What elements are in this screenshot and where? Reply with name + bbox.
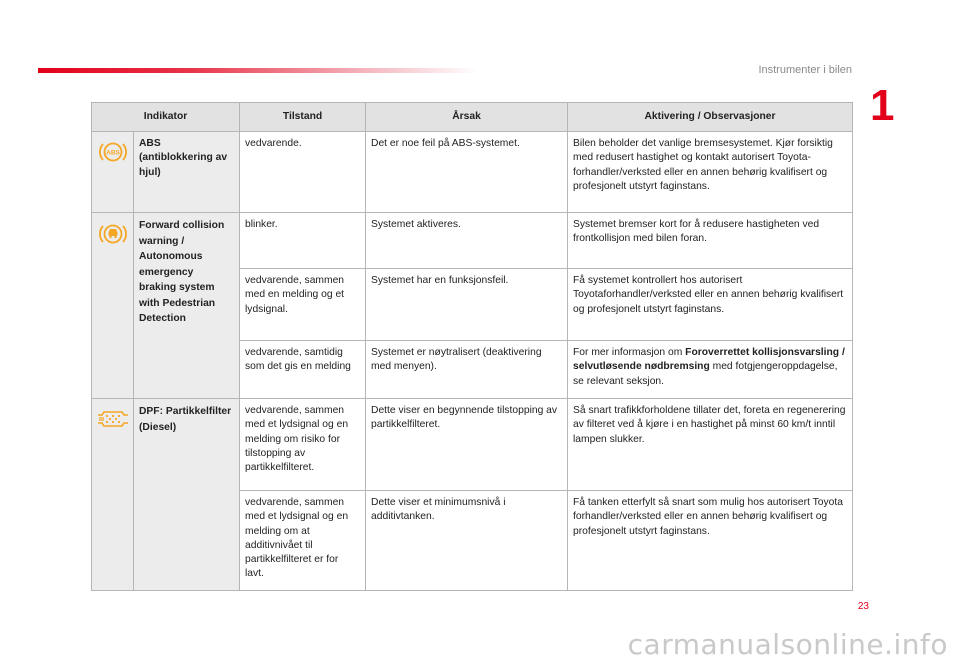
state-cell: vedvarende, sammen med et lydsignal og en melding om at additivnivået til partikkelfilteret er for lavt. bbox=[240, 491, 366, 591]
state-cell: blinker. bbox=[240, 213, 366, 269]
state-cell: vedvarende, sammen med en melding og et lydsignal. bbox=[240, 269, 366, 341]
page-number: 23 bbox=[857, 601, 869, 612]
reason-cell: Systemet er nøytralisert (deaktivering med menyen). bbox=[366, 341, 568, 399]
header-accent-bar bbox=[38, 68, 478, 73]
action-cell: Få systemet kontrollert hos autorisert Toyotaforhandler/verksted eller en annen behørig kvalifisert og profesjonelt utstyrt faginstans. bbox=[568, 269, 853, 341]
state-cell: vedvarende. bbox=[240, 132, 366, 213]
indicator-name: DPF: Partikkelfilter (Diesel) bbox=[139, 406, 232, 433]
indicator-name-cell bbox=[134, 132, 240, 213]
indicator-name-cell bbox=[134, 399, 240, 591]
action-cell: Systemet bremser kort for å redusere hastigheten ved frontkollisjon med bilen foran. bbox=[568, 213, 853, 269]
header-indikator: Indikator bbox=[92, 103, 240, 132]
table-row bbox=[92, 213, 853, 269]
abs-warning-icon bbox=[98, 140, 128, 169]
table-header-row bbox=[92, 103, 853, 132]
reason-cell: Dette viser en begynnende tilstopping av partikkelfilteret. bbox=[366, 399, 568, 491]
svg-text:ABS: ABS bbox=[105, 149, 120, 157]
header-aktivering: Aktivering / Observasjoner bbox=[568, 103, 853, 132]
reason-cell: Dette viser et minimumsnivå i additivtanken. bbox=[366, 491, 568, 591]
action-cell: Så snart trafikkforholdene tillater det, foreta en regenerering av filteret ved å kjøre i en hastighet på minst 60 km/t inntil lampen slukker. bbox=[568, 399, 853, 491]
indicator-icon-cell bbox=[92, 132, 134, 213]
state-cell: vedvarende, sammen med et lydsignal og en melding om risiko for tilstopping av partikkelfilteret. bbox=[240, 399, 366, 491]
action-cell: Bilen beholder det vanlige bremsesystemet. Kjør forsiktig med redusert hastighet og kontakt autorisert Toyota-forhandler/verksted eller en annen behørig kvalifisert og profesjonelt utstyrt faginstans. bbox=[568, 132, 853, 213]
indicator-name: Forward collision warning / Autonomous emergency braking system with Pedestrian Detection bbox=[139, 220, 225, 324]
table-row bbox=[92, 399, 853, 491]
action-cell: For mer informasjon om Foroverrettet kollisjonsvarsling / selvutløsende nødbremsing med fotgjengeroppdagelse, se relevant seksjon. bbox=[568, 341, 853, 399]
chapter-number: 1 bbox=[870, 81, 895, 130]
action-cell: Få tanken etterfylt så snart som mulig hos autorisert Toyota forhandler/verksted eller en annen behørig kvalifisert og profesjonelt utstyrt faginstans. bbox=[568, 491, 853, 591]
watermark: carmanualsonline.info bbox=[627, 628, 948, 661]
indicator-table bbox=[91, 102, 853, 591]
reason-cell: Det er noe feil på ABS-systemet. bbox=[366, 132, 568, 213]
table-row bbox=[92, 132, 853, 213]
reason-cell: Systemet aktiveres. bbox=[366, 213, 568, 269]
collision-warning-icon bbox=[98, 221, 128, 252]
indicator-name-cell bbox=[134, 213, 240, 399]
header-arsak: Årsak bbox=[366, 103, 568, 132]
state-cell: vedvarende, samtidig som det gis en melding bbox=[240, 341, 366, 399]
reason-cell: Systemet har en funksjonsfeil. bbox=[366, 269, 568, 341]
indicator-name: ABS (antiblokkering av hjul) bbox=[139, 138, 228, 178]
indicator-icon-cell bbox=[92, 399, 134, 591]
section-reference: Foroverrettet kollisjonsvarsling / selvutløsende nødbremsing bbox=[573, 347, 845, 373]
indicator-icon-cell bbox=[92, 213, 134, 399]
section-title: Instrumenter i bilen bbox=[758, 64, 852, 76]
dpf-filter-icon bbox=[96, 407, 130, 436]
header-tilstand: Tilstand bbox=[240, 103, 366, 132]
